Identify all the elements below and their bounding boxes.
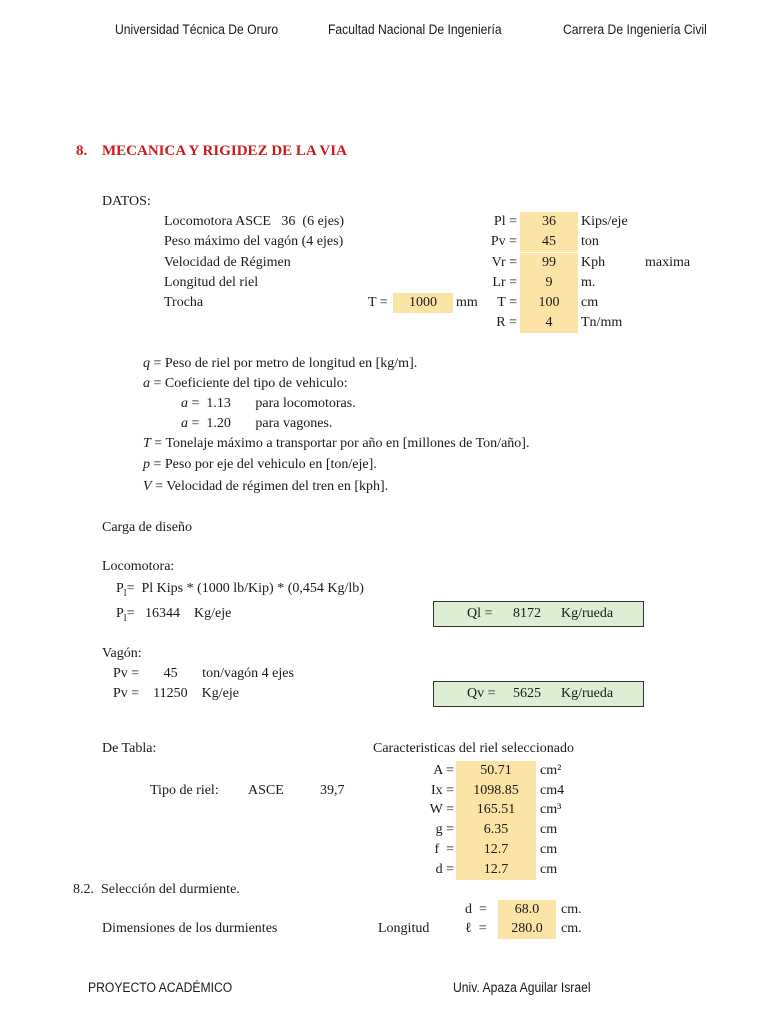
l-var: ℓ =: [465, 921, 487, 936]
carga-title: Carga de diseño: [102, 520, 192, 535]
rail-prop-var: g =: [435, 822, 454, 837]
def-a: a = Coeficiente del tipo de vehiculo:: [143, 376, 348, 391]
rail-prop-var: W =: [429, 802, 454, 817]
rail-prop-var: f =: [434, 842, 454, 857]
def-a-loco: a = 1.13 para locomotoras.: [181, 396, 356, 411]
datos-row-var: Pl =: [493, 214, 517, 229]
rail-prop-value: 50.71: [456, 761, 536, 781]
header-faculty: Facultad Nacional De Ingeniería: [328, 22, 502, 37]
datos-row-value: 100: [520, 293, 578, 313]
trocha-mm-var: T =: [368, 295, 388, 310]
durmiente-heading: 8.2. Selección del durmiente.: [73, 882, 240, 897]
qv-value: 5625: [513, 686, 541, 701]
d-unit: cm.: [561, 902, 582, 917]
ql-value: 8172: [513, 606, 541, 621]
datos-row-unit: Kips/eje: [581, 214, 628, 229]
rail-type-label: Tipo de riel:: [150, 783, 219, 798]
rail-type-number: 39,7: [320, 783, 345, 798]
ql-unit: Kg/rueda: [561, 606, 614, 621]
footer-author: Univ. Apaza Aguilar Israel: [453, 980, 591, 995]
qv-label: Qv =: [467, 686, 496, 701]
header-university: Universidad Técnica De Oruro: [115, 22, 279, 37]
datos-row-var: Lr =: [492, 275, 517, 290]
trocha-mm-value: 1000: [393, 293, 453, 313]
rail-prop-value: 165.51: [456, 800, 536, 820]
datos-row-value: 9: [520, 273, 578, 293]
def-T: T = Tonelaje máximo a transportar por año en [millones de Ton/año].: [143, 436, 530, 451]
def-a-vagon: a = 1.20 para vagones.: [181, 416, 333, 431]
rail-prop-unit: cm²: [540, 763, 562, 778]
datos-row-note: maxima: [645, 255, 691, 270]
datos-row-value: 36: [520, 212, 578, 232]
rail-prop-unit: cm4: [540, 783, 565, 798]
datos-row-label: Locomotora ASCE 36 (6 ejes): [164, 214, 345, 229]
rail-prop-unit: cm: [540, 822, 558, 837]
p1-formula: $P_l= Pl$ Kips * (1000 lb/Kip) * (0,454 Kg/lb): [116, 581, 364, 599]
datos-row-unit: Kph: [581, 255, 606, 270]
datos-row-label: Velocidad de Régimen: [164, 255, 291, 270]
datos-row-unit: ton: [581, 234, 599, 249]
rail-prop-var: d =: [435, 862, 454, 877]
durmiente-dims-label: Dimensiones de los durmientes: [102, 921, 278, 936]
tabla-label: De Tabla:: [102, 741, 157, 756]
ql-label: Ql =: [467, 606, 493, 621]
locomotora-title: Locomotora:: [102, 559, 175, 574]
datos-row-var: R =: [496, 315, 517, 330]
datos-row-label: Peso máximo del vagón (4 ejes): [164, 234, 344, 249]
rail-prop-value: 12.7: [456, 840, 536, 860]
datos-row-var: T =: [497, 295, 517, 310]
def-p: p = Peso por eje del vehiculo en [ton/eje].: [143, 457, 377, 472]
rail-characteristics-title: Caracteristicas del riel seleccionado: [373, 741, 574, 756]
datos-row-unit: Tn/mm: [581, 315, 623, 330]
header-career: Carrera De Ingeniería Civil: [563, 22, 707, 37]
datos-row-value: 99: [520, 253, 578, 273]
section-title: MECANICA Y RIGIDEZ DE LA VIA: [102, 143, 347, 159]
datos-row-value: 45: [520, 232, 578, 252]
datos-row-unit: cm: [581, 295, 599, 310]
rail-prop-var: Ix =: [430, 783, 454, 798]
datos-row-var: Pv =: [490, 234, 517, 249]
d-var: d =: [465, 902, 487, 917]
qv-unit: Kg/rueda: [561, 686, 614, 701]
rail-prop-var: A =: [433, 763, 454, 778]
rail-prop-value: 6.35: [456, 820, 536, 840]
vagon-title: Vagón:: [102, 646, 142, 661]
d-value: 68.0: [498, 900, 556, 920]
l-unit: cm.: [561, 921, 582, 936]
datos-row-unit: m.: [581, 275, 596, 290]
rail-prop-value: 1098.85: [456, 781, 536, 801]
datos-row-var: Vr =: [491, 255, 517, 270]
pv-line-2: Pv = 11250 Kg/eje: [113, 686, 239, 701]
datos-row-value: 4: [520, 313, 578, 333]
trocha-mm-unit: mm: [456, 295, 478, 310]
qv-result-box: [433, 681, 644, 707]
longitud-label: Longitud: [378, 921, 430, 936]
rail-prop-unit: cm³: [540, 802, 562, 817]
footer-project: PROYECTO ACADÉMICO: [88, 980, 233, 995]
section-number: 8.: [76, 143, 88, 159]
rail-prop-value: 12.7: [456, 860, 536, 880]
p1-value: $P_l= 16344$ Kg/eje: [116, 606, 232, 624]
pv-line-1: Pv = 45 ton/vagón 4 ejes: [113, 666, 294, 681]
rail-prop-unit: cm: [540, 862, 558, 877]
rail-prop-unit: cm: [540, 842, 558, 857]
datos-title: DATOS:: [102, 194, 151, 209]
def-V: V = Velocidad de régimen del tren en [kph].: [143, 479, 389, 494]
def-q: q = Peso de riel por metro de longitud en [kg/m].: [143, 356, 418, 371]
ql-result-box: [433, 601, 644, 627]
rail-type-name: ASCE: [248, 783, 284, 798]
l-value: 280.0: [498, 919, 556, 939]
datos-row-label: Longitud del riel: [164, 275, 259, 290]
datos-row-label: Trocha: [164, 295, 204, 310]
